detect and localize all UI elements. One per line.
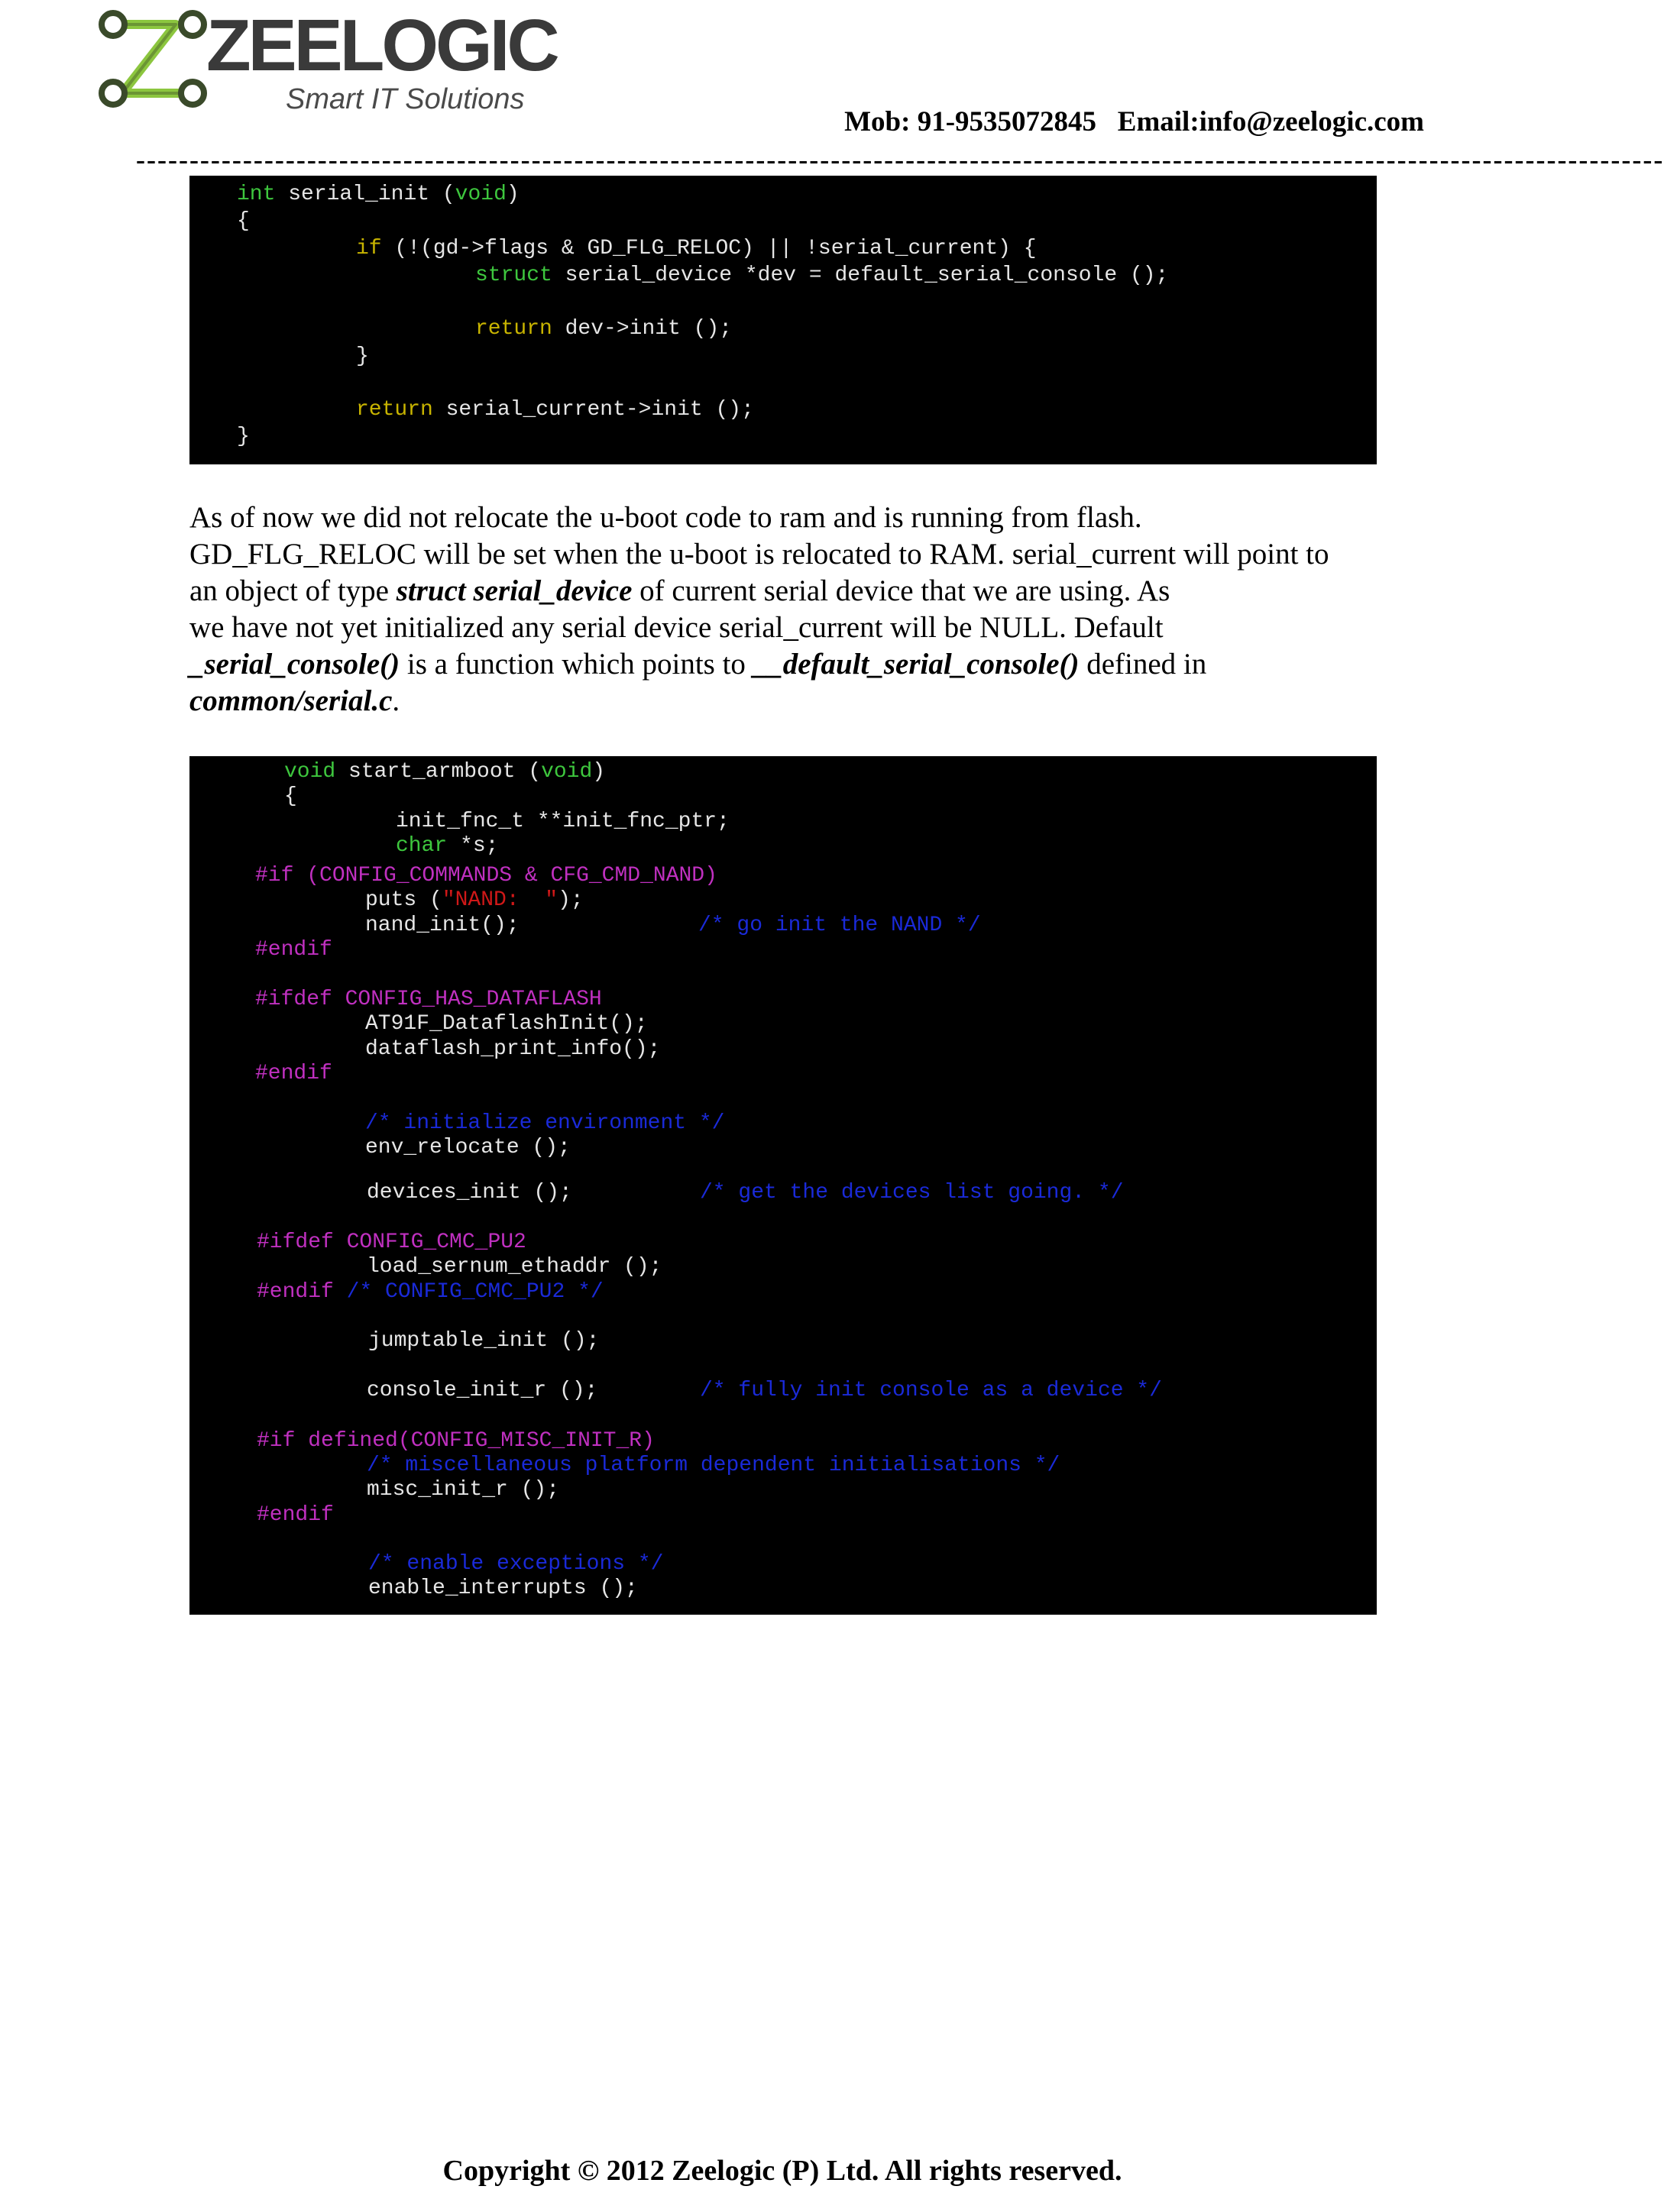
code-line: dataflash_print_info(); — [365, 1037, 661, 1061]
code-line: if (!(gd->flags & GD_FLG_RELOC) || !serial_current) { — [356, 237, 1037, 260]
code-line: misc_init_r (); — [367, 1478, 560, 1502]
code-comment: /* get the devices list going. */ — [700, 1181, 1124, 1205]
code-line: init_fnc_t **init_fnc_ptr; — [396, 810, 730, 833]
code-line: { — [237, 209, 250, 233]
code-line: #endif — [257, 1503, 334, 1527]
code-line: } — [356, 344, 369, 368]
code-line: devices_init (); — [367, 1181, 572, 1205]
code-line: #ifdef CONFIG_HAS_DATAFLASH — [255, 988, 602, 1011]
code-comment: /* enable exceptions */ — [368, 1552, 664, 1576]
code-line: console_init_r (); — [367, 1379, 598, 1402]
paragraph-line: As of now we did not relocate the u-boot code to ram and is running from flash. — [189, 501, 1142, 534]
contact-info: Mob: 91-9535072845 Email:info@zeelogic.com — [844, 106, 1424, 137]
logo-tagline: Smart IT Solutions — [286, 83, 525, 115]
code-line: char *s; — [396, 834, 499, 858]
paragraph-line: GD_FLG_RELOC will be set when the u-boot is relocated to RAM. serial_current will point to — [189, 538, 1329, 571]
code-line: #endif /* CONFIG_CMC_PU2 */ — [257, 1280, 604, 1304]
paragraph-line: common/serial.c. — [189, 684, 400, 717]
code-line: puts ("NAND: "); — [365, 888, 584, 912]
code-line: AT91F_DataflashInit(); — [365, 1012, 648, 1036]
code-line: #endif — [255, 1062, 332, 1085]
copyright-footer: Copyright © 2012 Zeelogic (P) Ltd. All rights reserved. — [442, 2155, 1122, 2187]
code-line: enable_interrupts (); — [368, 1577, 638, 1600]
paragraph-line: _serial_console() is a function which points to __default_serial_console() defined in — [189, 648, 1207, 681]
code-comment: /* fully init console as a device */ — [700, 1379, 1162, 1402]
code-comment: /* go init the NAND */ — [698, 914, 981, 937]
code-line: void start_armboot (void) — [284, 760, 606, 784]
code-line: struct serial_device *dev = default_serial_console (); — [475, 264, 1169, 287]
logo-z-mark — [102, 13, 204, 105]
paragraph-line: an object of type struct serial_device of current serial device that we are using. As — [189, 574, 1170, 607]
code-line: #if defined(CONFIG_MISC_INIT_R) — [257, 1429, 655, 1453]
code-line: #ifdef CONFIG_CMC_PU2 — [257, 1231, 526, 1254]
code-line: load_sernum_ethaddr (); — [367, 1255, 662, 1279]
code-line: nand_init(); — [365, 914, 520, 937]
header-divider: ----------------------------------------------------------------------------------------------------------------------------------------------- — [136, 144, 1664, 175]
code-line: int serial_init (void) — [237, 183, 520, 206]
paragraph-line: we have not yet initialized any serial device serial_current will be NULL. Default — [189, 611, 1164, 644]
code-line: } — [237, 425, 250, 448]
code-block-serial-init — [189, 176, 1377, 464]
code-line: #if (CONFIG_COMMANDS & CFG_CMD_NAND) — [255, 864, 717, 888]
code-comment: /* initialize environment */ — [365, 1111, 725, 1135]
code-line: { — [284, 784, 297, 808]
code-block-start-armboot — [189, 756, 1377, 1615]
explanation-paragraph — [189, 500, 1404, 720]
zeelogic-logo-graphic — [84, 0, 565, 137]
code-line: env_relocate (); — [365, 1136, 571, 1159]
code-line: return dev->init (); — [475, 317, 733, 341]
company-logo — [84, 0, 565, 137]
code-line: return serial_current->init (); — [356, 398, 754, 422]
code-line: jumptable_init (); — [368, 1329, 600, 1353]
logo-wordmark: ZEELOGIC — [206, 5, 557, 86]
code-comment: /* miscellaneous platform dependent initialisations */ — [367, 1454, 1060, 1477]
code-line: #endif — [255, 938, 332, 962]
